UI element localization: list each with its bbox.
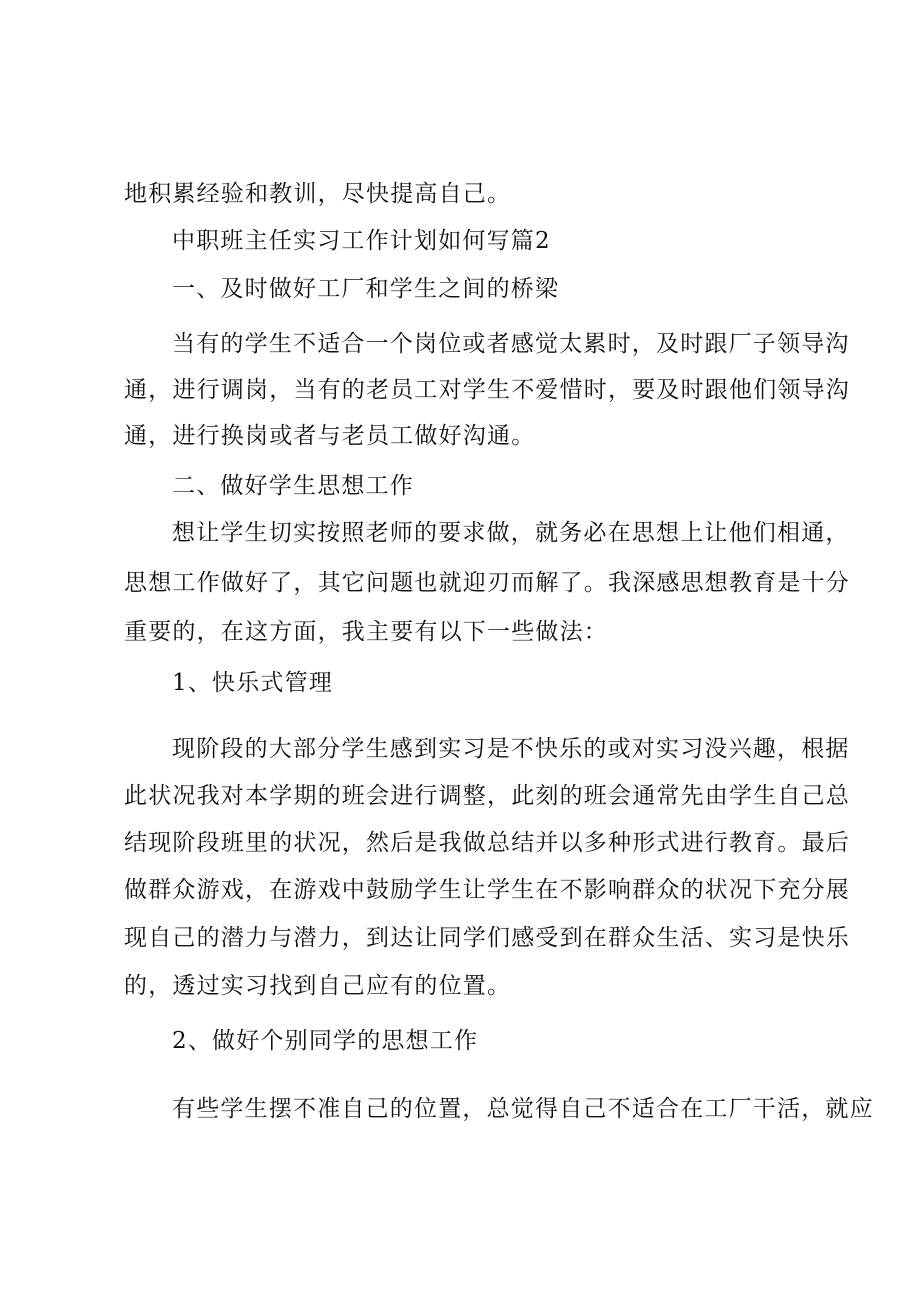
subsection-heading: 2、做好个别同学的思想工作 [172,1028,479,1054]
paragraph-line: 通，进行换岗或者与老员工做好沟通。 [124,423,536,449]
paragraph-line: 此状况我对本学期的班会进行调整，此刻的班会通常先由学生自己总 [124,783,850,809]
section-heading: 二、做好学生思想工作 [172,473,414,499]
paragraph-line: 结现阶段班里的状况，然后是我做总结并以多种形式进行教育。最后 [124,830,850,856]
paragraph-line: 重要的，在这方面，我主要有以下一些做法： [124,619,608,645]
paragraph-line: 想让学生切实按照老师的要求做，就务必在思想上让他们相通， [172,520,850,546]
paragraph-line: 有些学生摆不准自己的位置，总觉得自己不适合在工厂干活，就应 [172,1096,874,1122]
paragraph-line: 思想工作做好了，其它问题也就迎刃而解了。我深感思想教育是十分 [124,570,850,596]
paragraph-line: 现阶段的大部分学生感到实习是不快乐的或对实习没兴趣，根据 [172,736,850,762]
section-heading: 一、及时做好工厂和学生之间的桥梁 [172,276,560,302]
paragraph-line: 通，进行调岗，当有的老员工对学生不爱惜时，要及时跟他们领导沟 [124,377,850,403]
paragraph-line: 的，透过实习找到自己应有的位置。 [124,973,512,999]
paragraph-line: 地积累经验和教训，尽快提高自己。 [124,181,512,207]
section-title: 中职班主任实习工作计划如何写篇2 [172,228,551,254]
paragraph-line: 当有的学生不适合一个岗位或者感觉太累时，及时跟厂子领导沟 [172,331,850,357]
subsection-heading: 1、快乐式管理 [172,670,334,696]
paragraph-line: 现自己的潜力与潜力，到达让同学们感受到在群众生活、实习是快乐 [124,925,850,951]
paragraph-line: 做群众游戏，在游戏中鼓励学生让学生在不影响群众的状况下充分展 [124,877,850,903]
